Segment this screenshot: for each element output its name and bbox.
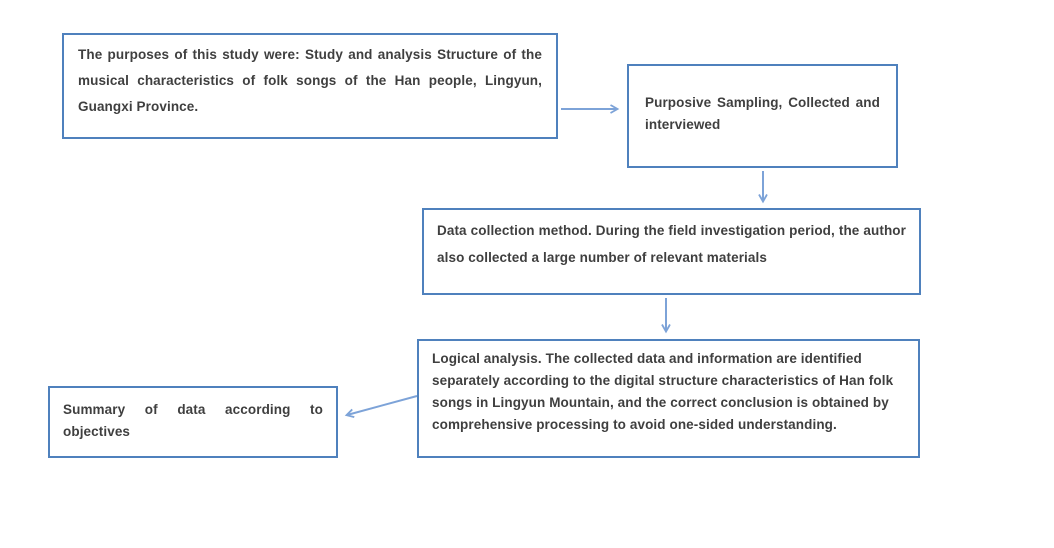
flow-box-sampling: Purposive Sampling, Collected and interviewed — [627, 64, 898, 168]
flow-box-summary: Summary of data according to objectives — [48, 386, 338, 458]
flow-box-logical-analysis: Logical analysis. The collected data and information are identified separately according to the digital structure characteristics of Han folk songs in Lingyun Mountain, and the correct conclusion is obtained by comprehensive processing to avoid one-sided understanding. — [417, 339, 920, 458]
flow-box-objectives: The purposes of this study were: Study and analysis Structure of the musical characteristics of folk songs of the Han people, Lingyun, Guangxi Province. — [62, 33, 558, 139]
flow-box-data-collection: Data collection method. During the field investigation period, the author also collected a large number of relevant materials — [422, 208, 921, 295]
arrow-logical-analysis-to-summary — [347, 396, 417, 415]
